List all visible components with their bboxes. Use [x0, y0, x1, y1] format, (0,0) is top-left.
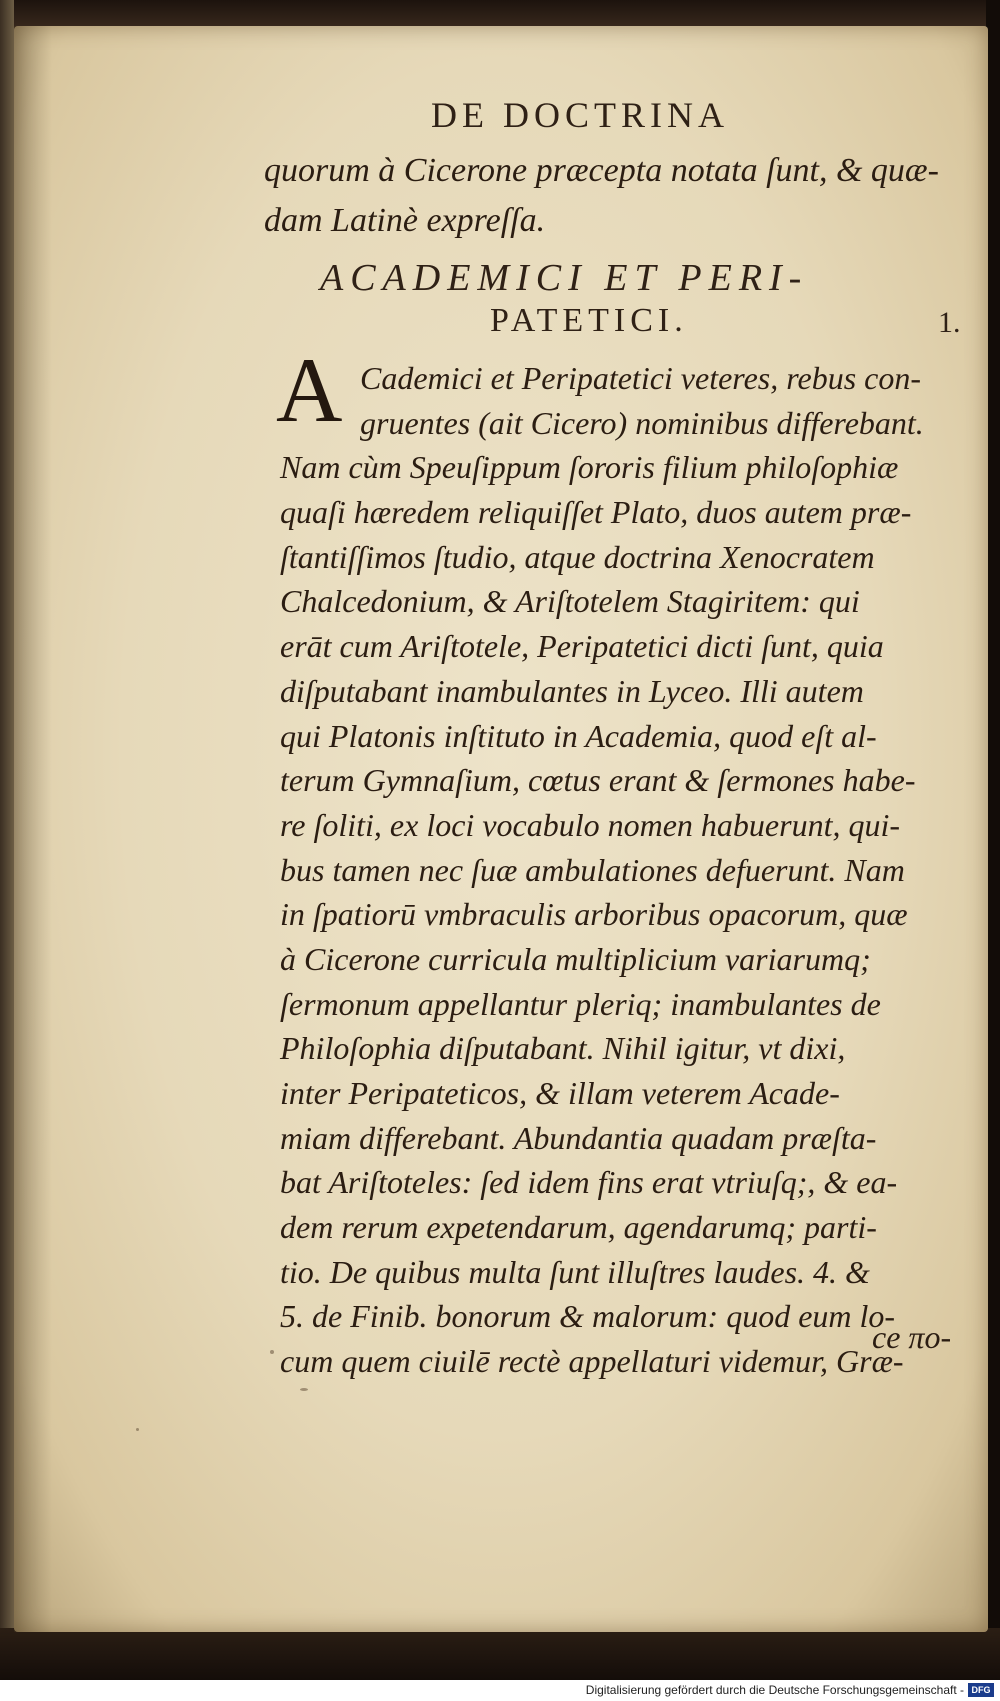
text-line: qui Platonis inſtituto in Academia, quod eſt al- [280, 717, 877, 754]
text-line: à Cicerone curricula multiplicium variarumq; [280, 940, 871, 977]
footer-bar [0, 1680, 1000, 1701]
intro-text [264, 146, 974, 246]
text-line: Chalcedonium, & Ariſtotelem Stagiritem: qui [280, 583, 860, 620]
text-line: diſputabant inambulantes in Lyceo. Illi autem [280, 672, 864, 709]
text-line: 5. de Finib. bonorum & malorum: quod eum lo- [280, 1298, 896, 1335]
book-bottom-edge [0, 1628, 1000, 1680]
text-line: ſtantiſſimos ſtudio, atque doctrina Xenocratem [280, 538, 875, 575]
text-line: Cademici et Peripatetici veteres, rebus con- [360, 360, 921, 396]
section-heading-line2: PATETICI. [490, 302, 688, 339]
text-line: inter Peripateticos, & illam veterem Acade- [280, 1075, 840, 1111]
section-heading-line1: ACADEMICI ET PERI- [320, 257, 809, 299]
running-head: DE DOCTRINA [431, 95, 729, 135]
text-line: in ſpatiorū vmbraculis arboribus opacorum, quæ [280, 896, 908, 933]
dfg-logo: DFG [968, 1683, 994, 1697]
text-line: bus tamen nec ſuæ ambulationes defuerunt. Nam [280, 851, 905, 888]
body-text [280, 356, 980, 1384]
footer-credit: Digitalisierung gefördert durch die Deutsche Forschungsgemeinschaft - [585, 1683, 964, 1697]
gutter-shadow [14, 26, 52, 1632]
text-line: re ſoliti, ex loci vocabulo nomen habuerunt, qui- [280, 806, 901, 843]
text-line: tio. De quibus multa ſunt illuſtres laudes. 4. & [280, 1253, 870, 1290]
section-number: 1. [938, 306, 961, 339]
book-right-edge [986, 0, 1000, 1680]
text-line: quaſi hæredem reliquiſſet Plato, duos autem præ- [280, 494, 912, 531]
text-line: dem rerum expetendarum, agendarumq; parti- [280, 1209, 877, 1246]
paper-speck [136, 1428, 139, 1431]
text-line: terum Gymnaſium, cœtus erant & ſermones habe- [280, 762, 916, 799]
text-line: bat Ariſtoteles: ſed idem fins erat vtriuſq;, & ea- [280, 1164, 898, 1201]
text-line: erāt cum Ariſtotele, Peripatetici dicti ſunt, quia [280, 628, 884, 665]
paper-speck [300, 1388, 308, 1391]
text-line: ſermonum appellantur pleriq; inambulantes de [280, 985, 881, 1022]
intro-line: quorum à Cicerone præcepta notata ſunt, & quæ- [264, 152, 939, 189]
intro-line: dam Latinè expreſſa. [264, 202, 546, 239]
text-line: gruentes (ait Cicero) nominibus differebant. [360, 404, 924, 441]
paper-speck [270, 1350, 274, 1354]
drop-initial: A [276, 339, 343, 441]
catchword: ce πo- [872, 1319, 952, 1355]
text-line: Philoſophia diſputabant. Nihil igitur, vt dixi, [280, 1030, 846, 1067]
text-line: cum quem ciuilē rectè appellaturi videmur, Græ- [280, 1343, 904, 1380]
text-line: miam differebant. Abundantia quadam præſta- [280, 1119, 877, 1156]
text-line: Nam cùm Speuſippum ſororis filium philoſophiæ [280, 449, 899, 486]
book-left-edge [0, 0, 14, 1680]
